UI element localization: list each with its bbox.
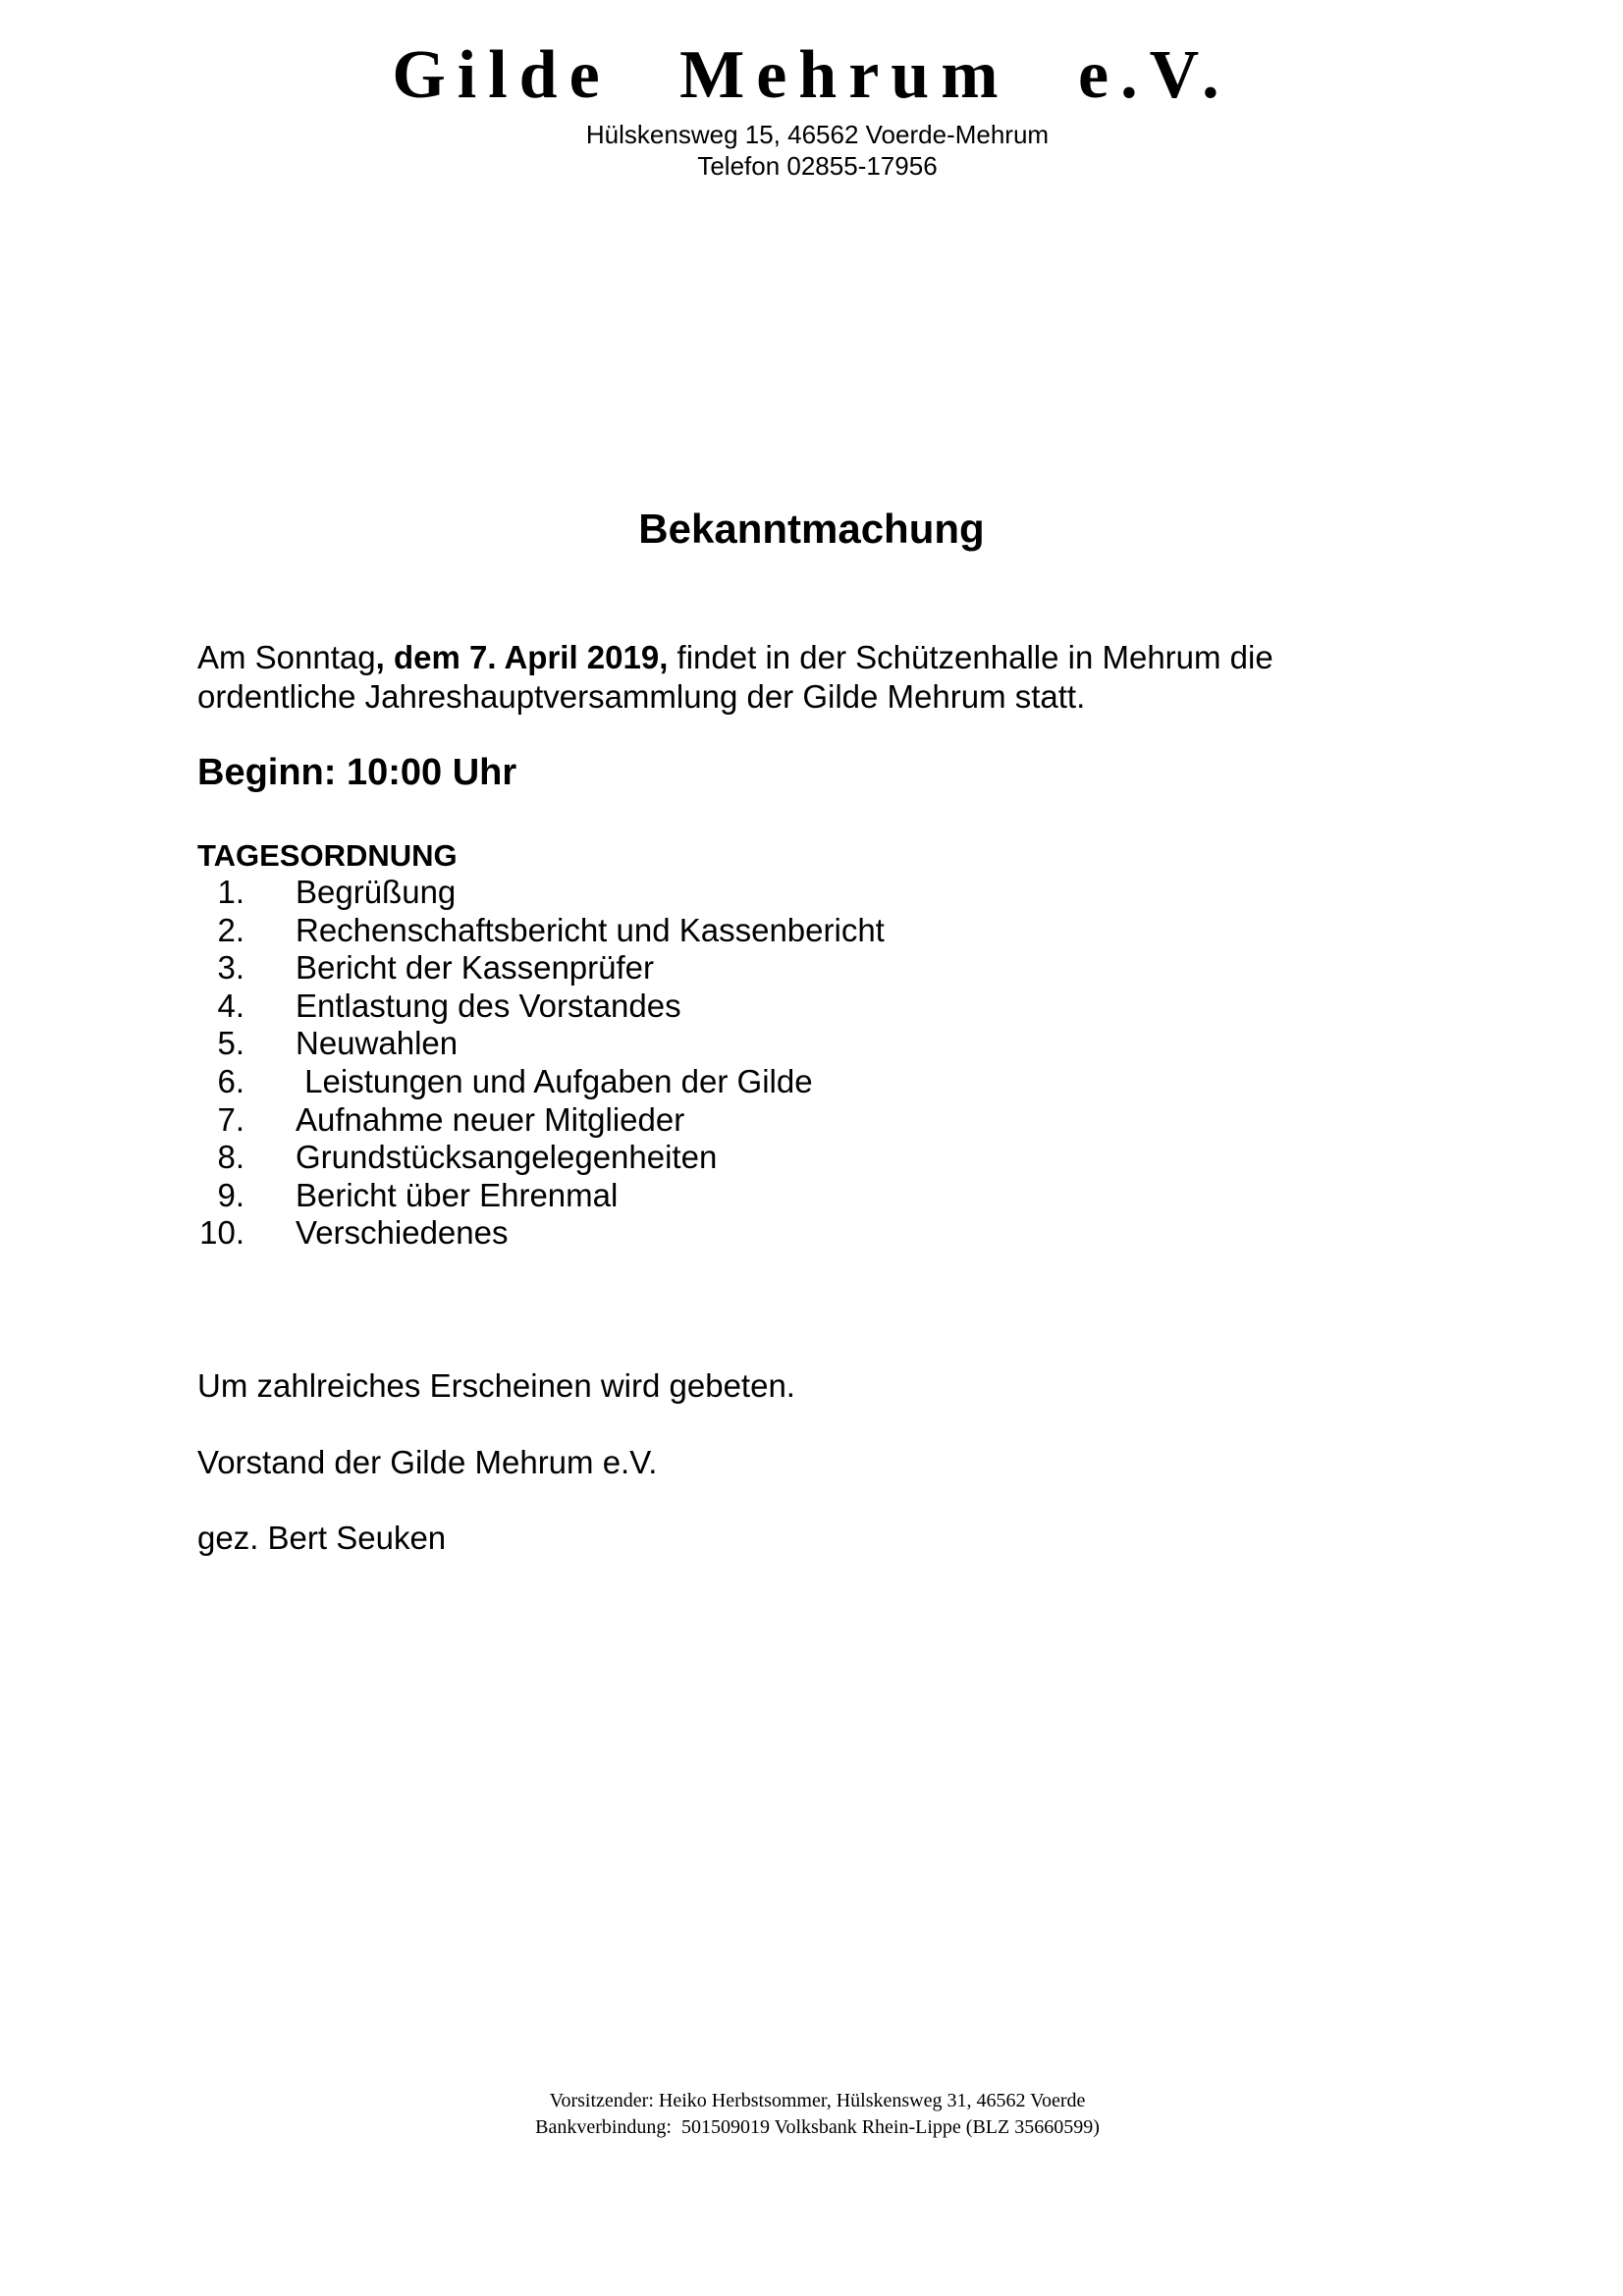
organization-address: Hülskensweg 15, 46562 Voerde-Mehrum <box>585 120 1050 149</box>
footer-bank-details: Bankverbindung: 501509019 Volksbank Rhein-Lippe (BLZ 35660599) <box>535 2116 1100 2138</box>
intro-paragraph <box>197 638 1376 717</box>
document-title: Bekanntmachung <box>638 506 985 552</box>
signature-line: gez. Bert Seuken <box>197 1520 447 1556</box>
agenda-item-text: Verschiedenes <box>296 1214 509 1252</box>
organization-phone: Telefon 02855-17956 <box>697 151 938 181</box>
agenda-item-text: Bericht der Kassenprüfer <box>296 949 655 987</box>
closing-request: Um zahlreiches Erscheinen wird gebeten. <box>197 1367 795 1404</box>
agenda-item-number: 4. <box>217 987 244 1024</box>
agenda-item-number: 2. <box>217 911 244 948</box>
agenda-item-number: 3. <box>217 949 244 987</box>
agenda-item-text: Grundstücksangelegenheiten <box>296 1139 718 1176</box>
agenda-item-number: 6. <box>217 1062 244 1099</box>
agenda-item-text: Begrüßung <box>296 874 457 910</box>
agenda-item-number: 7. <box>217 1100 244 1138</box>
agenda-item-number: 10. <box>199 1214 244 1252</box>
intro-text-start: Am Sonntag <box>197 639 376 675</box>
agenda-heading: TAGESORDNUNG <box>197 838 458 873</box>
agenda-item-text: Bericht über Ehrenmal <box>296 1176 619 1213</box>
agenda-item-text: Rechenschaftsbericht und Kassenbericht <box>296 911 885 948</box>
agenda-item-text: Aufnahme neuer Mitglieder <box>296 1100 685 1138</box>
footer-chairman: Vorsitzender: Heiko Herbstsommer, Hülskensweg 31, 46562 Voerde <box>549 2090 1086 2111</box>
agenda-item-number: 5. <box>217 1025 244 1062</box>
agenda-item-number: 9. <box>217 1176 244 1213</box>
agenda-item-text: Leistungen und Aufgaben der Gilde <box>296 1062 813 1099</box>
agenda-item-text: Entlastung des Vorstandes <box>296 987 681 1024</box>
agenda-item-text: Neuwahlen <box>296 1025 459 1062</box>
intro-date: , dem 7. April 2019, <box>375 639 669 675</box>
agenda-item-number: 1. <box>217 874 244 910</box>
organization-name: Gilde Mehrum e.V. <box>392 37 1231 113</box>
agenda-item-number: 8. <box>217 1139 244 1176</box>
intro-text-end: findet in der Schützenhalle in Mehrum die ordentliche Jahreshauptversammlung der Gilde Mehrum statt. <box>197 639 1273 715</box>
start-time: Beginn: 10:00 Uhr <box>197 752 517 793</box>
closing-board: Vorstand der Gilde Mehrum e.V. <box>197 1444 658 1480</box>
